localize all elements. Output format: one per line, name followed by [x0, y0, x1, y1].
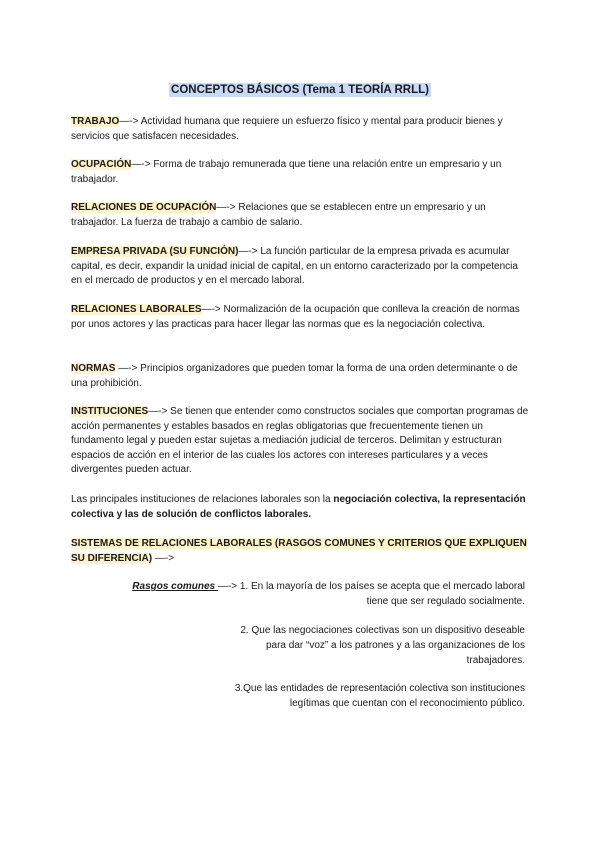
definition-relaciones-de-ocupacion: [71, 201, 531, 230]
institutions-bold: negociación colectiva, la representación colectiva y las de solución de conflictos laborales.: [71, 494, 526, 520]
systems-heading-text: SISTEMAS DE RELACIONES LABORALES (RASGOS COMUNES Y CRITERIOS QUE EXPLIQUEN SU DIFERENCIA): [71, 538, 527, 564]
definition-term: RELACIONES DE OCUPACIÓN: [71, 202, 217, 213]
rasgos-item-3-line-1: 3.Que las entidades de representación colectiva son instituciones: [234, 683, 525, 694]
institutions-lead: Las principales instituciones de relaciones laborales son la: [71, 494, 334, 505]
definition-term: OCUPACIÓN: [71, 159, 132, 170]
definition-text: Se tienen que entender como constructos sociales que comportan programas de acción permanentes y estables basados en reglas obligatorias que frecuentemente tienen un fundamento legal y pueden estar sujetas a mediación judicial de terceros. Delimitan y estructuran espacios de acción en el interior de las cuales los actores con intereses particulares y a veces divergentes pueden actuar.: [71, 406, 529, 475]
definition-arrow: —->: [216, 202, 236, 213]
systems-heading: [71, 537, 531, 566]
definition-text: Actividad humana que requiere un esfuerzo físico y mental para producir bienes y servicios que satisfacen necesidades.: [71, 116, 503, 142]
rasgos-arrow: —->: [217, 581, 238, 592]
definition-normas: [71, 362, 531, 391]
page-title-text: CONCEPTOS BÁSICOS (Tema 1 TEORÍA RRLL): [171, 84, 429, 96]
definition-text: Normalización de la ocupación que conlleva la creación de normas por unos actores y las practicas para hacer llegar las normas que es la negociación colectiva.: [71, 304, 520, 330]
definition-arrow: —->: [238, 246, 258, 257]
definition-relaciones-laborales: [71, 303, 531, 332]
definition-term: RELACIONES LABORALES: [71, 304, 202, 315]
definition-text: La función particular de la empresa privada es acumular capital, es decir, expandir la unidad inicial de capital, en un entorno caracterizado por la competencia en el mercado de productos y en el mercado laboral.: [71, 246, 518, 286]
definition-trabajo: [71, 115, 531, 144]
definition-term: NORMAS: [71, 363, 116, 374]
rasgos-item-3-line-2: legítimas que cuentan con el reconocimiento público.: [289, 698, 525, 709]
rasgos-item-1-line-1: [132, 580, 525, 595]
rasgos-item-2-line-3: trabajadores.: [466, 655, 525, 666]
definition-arrow: —->: [201, 304, 221, 315]
definition-ocupacion: [71, 158, 531, 187]
definition-text: Principios organizadores que pueden tomar la forma de una orden determinante o de una prohibición.: [71, 363, 518, 389]
rasgos-item-1-text: 1. En la mayoría de los países se acepta que el mercado laboral: [237, 581, 525, 592]
definition-arrow: —->: [148, 406, 168, 417]
rasgos-item-2-line-2: para dar “voz” a los patrones y a las organizaciones de los: [265, 640, 525, 651]
definition-arrow: —->: [119, 116, 139, 127]
systems-heading-arrow: —->: [152, 552, 175, 564]
definition-arrow: —->: [115, 363, 138, 374]
definition-arrow: —->: [131, 159, 151, 170]
definition-text: Forma de trabajo remunerada que tiene una relación entre un empresario y un trabajador.: [71, 159, 502, 185]
institutions-paragraph: [71, 493, 531, 522]
definition-instituciones: [71, 405, 531, 478]
definition-empresa-privada: [71, 245, 531, 289]
definition-term: EMPRESA PRIVADA (SU FUNCIÓN): [71, 246, 239, 257]
definition-text: Relaciones que se establecen entre un empresario y un trabajador. La fuerza de trabajo a cambio de salario.: [71, 202, 486, 228]
definition-term: INSTITUCIONES: [71, 406, 149, 417]
definition-term: TRABAJO: [71, 116, 120, 127]
rasgos-item-2-line-1: 2. Que las negociaciones colectivas son un dispositivo deseable: [240, 625, 525, 636]
page-title: [0, 84, 600, 96]
rasgos-item-1-line-2: tiene que ser regulado socialmente.: [366, 596, 525, 607]
rasgos-label: Rasgos comunes: [132, 581, 218, 592]
